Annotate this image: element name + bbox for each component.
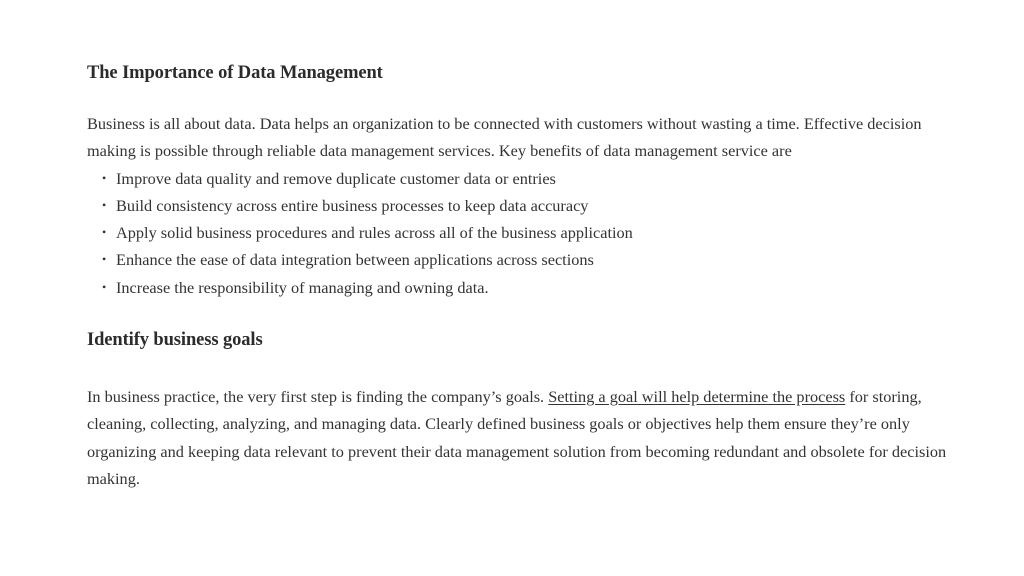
benefits-list [87, 165, 947, 301]
list-item [87, 165, 947, 192]
goal-setting-link[interactable]: Setting a goal will help determine the process [548, 387, 846, 407]
list-item [87, 192, 947, 219]
list-item-text: Enhance the ease of data integration between applications across sections [116, 250, 594, 270]
list-item-text: Apply solid business procedures and rules across all of the business application [116, 223, 633, 243]
list-item [87, 274, 947, 301]
list-item [87, 219, 947, 246]
list-item-text: Build consistency across entire business processes to keep data accuracy [116, 195, 589, 215]
section-heading-importance: The Importance of Data Management [87, 63, 383, 83]
bullet-icon: • [102, 197, 107, 212]
list-item-text: Improve data quality and remove duplicate customer data or entries [116, 168, 556, 188]
list-item-text: Increase the responsibility of managing and owning data. [116, 277, 489, 297]
bullet-icon: • [102, 252, 107, 267]
business-goals-paragraph [87, 383, 947, 492]
section-heading-business-goals: Identify business goals [87, 330, 263, 351]
list-item [87, 246, 947, 273]
paragraph-text-after-link: for storing, cleaning, collecting, analyzing, and managing data. Clearly defined business goals or objectives help them ensure they’re only organizing and keeping data relevant to prevent their data management solution from becoming redundant and obsolete for decision making. [87, 387, 947, 488]
section-intro-paragraph: Business is all about data. Data helps an organization to be connected with customers without wasting a time. Effective decision making is possible through reliable data management services. Key benefits of data management service are [87, 114, 922, 161]
bullet-icon: • [102, 170, 107, 185]
article-content [87, 60, 947, 492]
bullet-icon: • [102, 225, 107, 240]
bullet-icon: • [102, 279, 107, 294]
paragraph-text-before-link: In business practice, the very first step is finding the company’s goals. [87, 387, 549, 407]
